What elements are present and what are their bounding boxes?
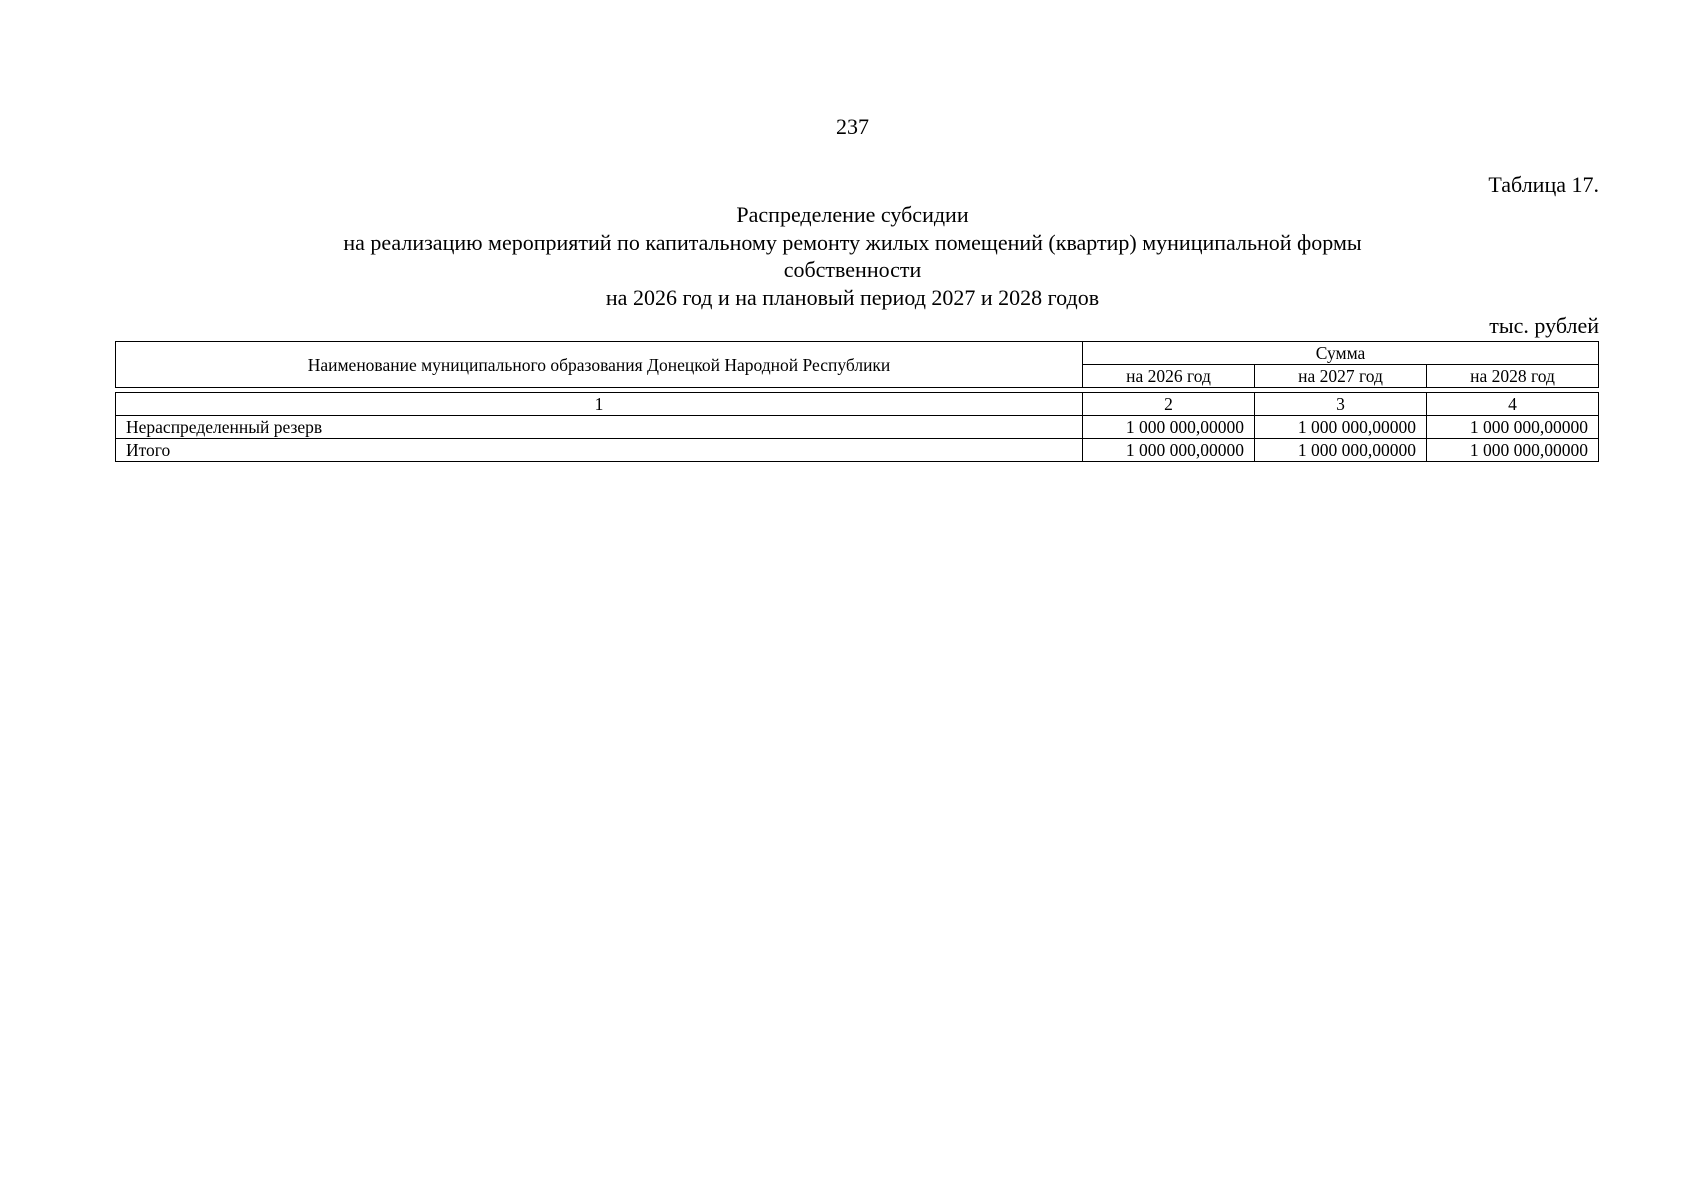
header-sum-group: Сумма [1083,342,1599,365]
title-line-4: на 2026 год и на плановый период 2027 и 2028 годов [605,284,1100,310]
row-value: 1 000 000,00000 [1083,416,1255,439]
document-title [270,201,1435,311]
row-value: 1 000 000,00000 [1255,416,1427,439]
header-year-2026: на 2026 год [1083,365,1255,388]
row-value: 1 000 000,00000 [1083,439,1255,462]
column-number: 4 [1427,393,1599,416]
units-label: тыс. рублей [1489,313,1599,338]
column-number: 2 [1083,393,1255,416]
title-line-2: на реализацию мероприятий по капитальному ремонту жилых помещений (квартир) муниципальной формы [343,229,1362,255]
title-line-1: Распределение субсидии [736,202,969,227]
table-body [115,392,1599,462]
page-number: 237 [836,114,869,139]
column-number: 1 [116,393,1083,416]
table-row [116,416,1599,439]
table-row-total [116,439,1599,462]
row-value: 1 000 000,00000 [1255,439,1427,462]
row-name: Нераспределенный резерв [116,416,1083,439]
row-value: 1 000 000,00000 [1427,439,1599,462]
header-year-2027: на 2027 год [1255,365,1427,388]
table-label: Таблица 17. [1488,172,1599,197]
table-header [115,341,1599,388]
header-year-2028: на 2028 год [1427,365,1599,388]
column-numbers-row [116,393,1599,416]
row-value: 1 000 000,00000 [1427,416,1599,439]
title-line-3: собственности [783,257,922,282]
column-number: 3 [1255,393,1427,416]
header-name-column: Наименование муниципального образования Донецкой Народной Республики [116,342,1083,388]
row-name: Итого [116,439,1083,462]
